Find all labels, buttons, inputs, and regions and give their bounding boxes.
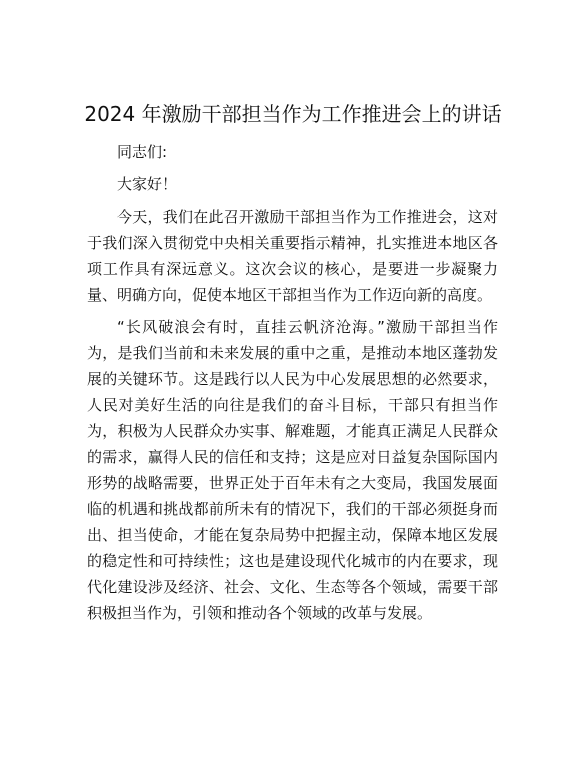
salutation: 同志们: [117, 143, 168, 161]
greeting-line: 大家好！ [117, 175, 178, 193]
paragraph-1: 今天，我们在此召开激励干部担当作为工作推进会，这对于我们深入贯彻党中央相关重要指示精神，扎实推进本地区各项工作具有深远意义。这次会议的核心，是要进一步凝聚力量、明确方向，促使本地区干部担当作为工作迈向新的高度。 [87, 208, 498, 304]
paragraph-2: “长风破浪会有时，直挂云帆济沧海。”激励干部担当作为，是我们当前和未来发展的重中之重，是推动本地区蓬勃发展的关键环节。这是践行以人民为中心发展思想的必然要求，人民对美好生活的向往是我们的奋斗目标，干部只有担当作为，积极为人民群众办实事、解难题，才能真正满足人民群众的需求，赢得人民的信任和支持；这是应对日益复杂国际国内形势的战略需要，世界正处于百年未有之大变局，我国发展面临的机遇和挑战都前所未有的情况下，我们的干部必须挺身而出、担当使命，才能在复杂局势中把握主动，保障本地区发展的稳定性和可持续性；这也是建设现代化城市的内在要求，现代化建设涉及经济、社会、文化、生态等各个领域，需要干部积极担当作为，引领和推动各个领域的改革与发展。 [87, 318, 498, 622]
document-title: 2024 年激励干部担当作为工作推进会上的讲话 [84, 102, 502, 126]
